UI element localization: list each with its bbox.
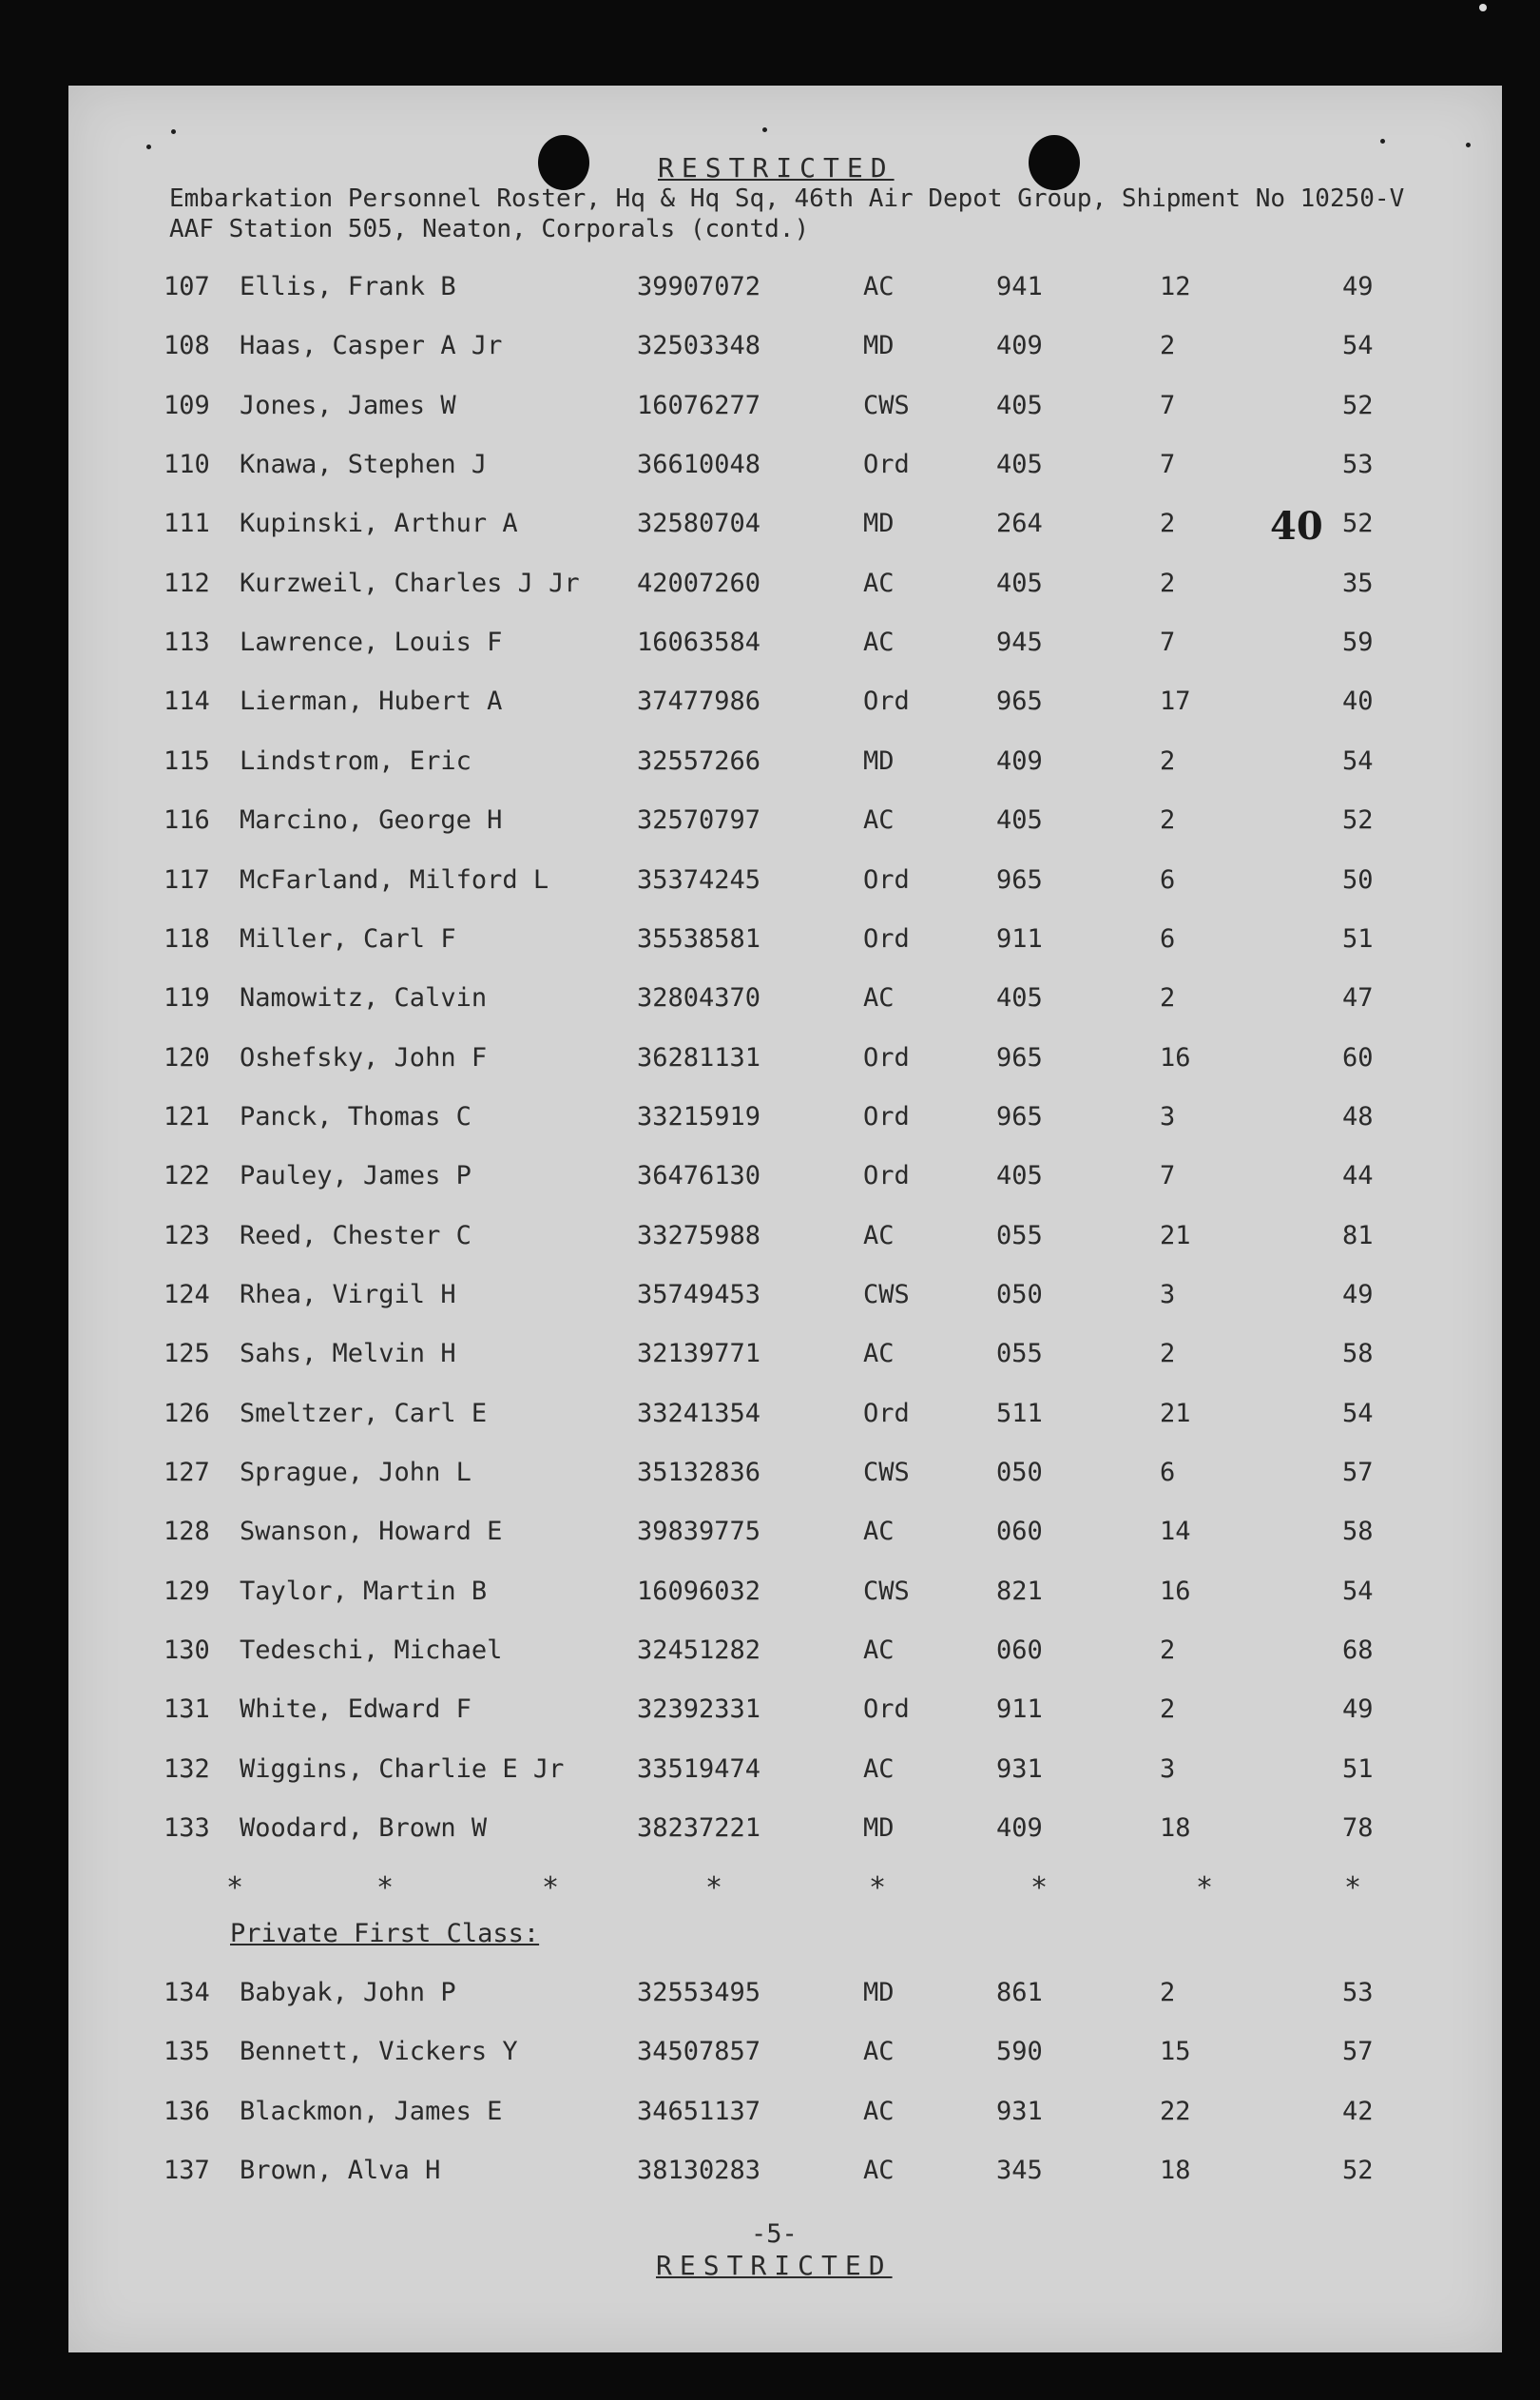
age-value: 53	[1342, 450, 1374, 480]
person-name: Reed, Chester C	[240, 1220, 472, 1250]
months-value: 14	[1160, 1517, 1191, 1547]
months-value: 2	[1160, 1635, 1176, 1666]
serial-number: 32451282	[637, 1635, 761, 1666]
age-value: 81	[1342, 1220, 1374, 1250]
row-number: 133	[164, 1813, 210, 1844]
mos-code: 821	[996, 1576, 1043, 1606]
handwritten-mark: 40	[1270, 504, 1323, 549]
serial-number: 35374245	[637, 864, 761, 895]
age-value: 42	[1342, 2096, 1374, 2126]
months-value: 2	[1160, 745, 1176, 776]
serial-number: 35749453	[637, 1279, 761, 1309]
arm-of-service: MD	[863, 331, 895, 361]
mos-code: 965	[996, 1042, 1043, 1073]
edge-speck	[1479, 4, 1487, 11]
arm-of-service: AC	[863, 1635, 895, 1666]
months-value: 3	[1160, 1101, 1176, 1132]
arm-of-service: MD	[863, 745, 895, 776]
serial-number: 32557266	[637, 745, 761, 776]
mos-code: 931	[996, 2096, 1043, 2126]
arm-of-service: AC	[863, 2096, 895, 2126]
months-value: 12	[1160, 272, 1191, 301]
roster-row	[68, 450, 1502, 488]
row-number: 132	[164, 1753, 210, 1784]
mos-code: 060	[996, 1517, 1043, 1547]
roster-row	[68, 1694, 1502, 1732]
months-value: 2	[1160, 1339, 1176, 1369]
age-value: 57	[1342, 2037, 1374, 2067]
age-value: 59	[1342, 628, 1374, 658]
serial-number: 16096032	[637, 1576, 761, 1606]
arm-of-service: Ord	[863, 1042, 910, 1073]
mos-code: 945	[996, 628, 1043, 658]
arm-of-service: Ord	[863, 1101, 910, 1132]
arm-of-service: Ord	[863, 450, 910, 480]
age-value: 49	[1342, 1694, 1374, 1725]
person-name: Kupinski, Arthur A	[240, 509, 518, 539]
age-value: 54	[1342, 1398, 1374, 1428]
punch-hole-right	[1029, 135, 1080, 190]
person-name: Namowitz, Calvin	[240, 983, 488, 1014]
months-value: 16	[1160, 1576, 1191, 1606]
mos-code: 055	[996, 1339, 1043, 1369]
speck	[762, 127, 767, 132]
person-name: Knawa, Stephen J	[240, 450, 488, 480]
person-name: Bennett, Vickers Y	[240, 2037, 518, 2067]
person-name: Oshefsky, John F	[240, 1042, 488, 1073]
arm-of-service: MD	[863, 1813, 895, 1844]
person-name: Rhea, Virgil H	[240, 1279, 456, 1309]
roster-row	[68, 272, 1502, 310]
arm-of-service: AC	[863, 2037, 895, 2067]
arm-of-service: AC	[863, 1220, 895, 1250]
person-name: Wiggins, Charlie E Jr	[240, 1753, 565, 1784]
arm-of-service: CWS	[863, 1576, 910, 1606]
roster-row	[68, 569, 1502, 607]
roster-row	[68, 924, 1502, 962]
person-name: Lawrence, Louis F	[240, 628, 503, 658]
months-value: 2	[1160, 983, 1176, 1014]
arm-of-service: MD	[863, 1978, 895, 2007]
months-value: 2	[1160, 331, 1176, 361]
roster-row	[68, 1102, 1502, 1140]
arm-of-service: Ord	[863, 1161, 910, 1191]
serial-number: 34651137	[637, 2096, 761, 2126]
speck	[171, 129, 176, 134]
person-name: Ellis, Frank B	[240, 272, 456, 301]
row-number: 116	[164, 805, 210, 836]
mos-code: 055	[996, 1220, 1043, 1250]
row-number: 137	[164, 2156, 210, 2186]
roster-row	[68, 1161, 1502, 1199]
arm-of-service: AC	[863, 1517, 895, 1547]
serial-number: 38237221	[637, 1813, 761, 1844]
roster-row	[68, 746, 1502, 784]
asterisk: *	[1196, 1871, 1214, 1905]
arm-of-service: AC	[863, 983, 895, 1014]
serial-number: 39839775	[637, 1517, 761, 1547]
restricted-footer: RESTRICTED	[656, 2250, 893, 2281]
age-value: 49	[1342, 1279, 1374, 1309]
mos-code: 861	[996, 1978, 1043, 2007]
serial-number: 36476130	[637, 1161, 761, 1191]
months-value: 3	[1160, 1753, 1176, 1784]
row-number: 129	[164, 1576, 210, 1606]
row-number: 111	[164, 509, 210, 539]
row-number: 121	[164, 1101, 210, 1132]
months-value: 2	[1160, 1978, 1176, 2007]
roster-row	[68, 2156, 1502, 2194]
mos-code: 965	[996, 864, 1043, 895]
arm-of-service: MD	[863, 509, 895, 539]
mos-code: 405	[996, 390, 1043, 420]
person-name: Swanson, Howard E	[240, 1517, 503, 1547]
person-name: Smeltzer, Carl E	[240, 1398, 488, 1428]
roster-title-line2: AAF Station 505, Neaton, Corporals (contd.)	[169, 215, 810, 243]
mos-code: 405	[996, 983, 1043, 1014]
row-number: 113	[164, 628, 210, 658]
arm-of-service: Ord	[863, 1694, 910, 1725]
row-number: 107	[164, 272, 210, 301]
mos-code: 405	[996, 568, 1043, 598]
row-number: 124	[164, 1279, 210, 1309]
months-value: 22	[1160, 2096, 1191, 2126]
person-name: Woodard, Brown W	[240, 1813, 488, 1844]
arm-of-service: Ord	[863, 923, 910, 954]
row-number: 114	[164, 687, 210, 717]
row-number: 131	[164, 1694, 210, 1725]
row-number: 109	[164, 390, 210, 420]
roster-row	[68, 1577, 1502, 1615]
row-number: 130	[164, 1635, 210, 1666]
mos-code: 050	[996, 1458, 1043, 1487]
serial-number: 32503348	[637, 331, 761, 361]
roster-row	[68, 1813, 1502, 1851]
months-value: 18	[1160, 2156, 1191, 2186]
person-name: Sahs, Melvin H	[240, 1339, 456, 1369]
mos-code: 409	[996, 331, 1043, 361]
serial-number: 33241354	[637, 1398, 761, 1428]
roster-row	[68, 2037, 1502, 2075]
months-value: 2	[1160, 805, 1176, 836]
roster-row	[68, 509, 1502, 547]
age-value: 68	[1342, 1635, 1374, 1666]
serial-number: 35132836	[637, 1458, 761, 1487]
asterisk: *	[542, 1871, 560, 1905]
row-number: 120	[164, 1042, 210, 1073]
age-value: 48	[1342, 1101, 1374, 1132]
roster-row	[68, 1635, 1502, 1674]
serial-number: 35538581	[637, 923, 761, 954]
serial-number: 39907072	[637, 272, 761, 301]
row-number: 127	[164, 1458, 210, 1487]
row-number: 135	[164, 2037, 210, 2067]
roster-row	[68, 1043, 1502, 1081]
row-number: 115	[164, 745, 210, 776]
age-value: 40	[1342, 687, 1374, 717]
serial-number: 32392331	[637, 1694, 761, 1725]
age-value: 60	[1342, 1042, 1374, 1073]
serial-number: 36610048	[637, 450, 761, 480]
mos-code: 405	[996, 1161, 1043, 1191]
months-value: 6	[1160, 864, 1176, 895]
age-value: 58	[1342, 1517, 1374, 1547]
mos-code: 409	[996, 1813, 1043, 1844]
speck	[1466, 143, 1471, 147]
serial-number: 34507857	[637, 2037, 761, 2067]
age-value: 50	[1342, 864, 1374, 895]
arm-of-service: AC	[863, 272, 895, 301]
person-name: Sprague, John L	[240, 1458, 472, 1487]
punch-hole-left	[538, 135, 589, 190]
serial-number: 37477986	[637, 687, 761, 717]
months-value: 17	[1160, 687, 1191, 717]
age-value: 53	[1342, 1978, 1374, 2007]
months-value: 15	[1160, 2037, 1191, 2067]
serial-number: 33275988	[637, 1220, 761, 1250]
age-value: 52	[1342, 390, 1374, 420]
speck	[1380, 139, 1385, 144]
roster-row	[68, 1221, 1502, 1259]
months-value: 21	[1160, 1220, 1191, 1250]
roster-row	[68, 1458, 1502, 1496]
person-name: Panck, Thomas C	[240, 1101, 472, 1132]
person-name: Marcino, George H	[240, 805, 503, 836]
age-value: 78	[1342, 1813, 1374, 1844]
row-number: 123	[164, 1220, 210, 1250]
age-value: 35	[1342, 568, 1374, 598]
row-number: 126	[164, 1398, 210, 1428]
mos-code: 050	[996, 1279, 1043, 1309]
age-value: 51	[1342, 1753, 1374, 1784]
mos-code: 911	[996, 1694, 1043, 1725]
age-value: 57	[1342, 1458, 1374, 1487]
row-number: 128	[164, 1517, 210, 1547]
person-name: Lierman, Hubert A	[240, 687, 503, 717]
arm-of-service: CWS	[863, 390, 910, 420]
roster-row	[68, 687, 1502, 725]
document-page	[68, 86, 1502, 2352]
roster-row	[68, 628, 1502, 666]
row-number: 110	[164, 450, 210, 480]
months-value: 7	[1160, 390, 1176, 420]
roster-row	[68, 865, 1502, 903]
mos-code: 511	[996, 1398, 1043, 1428]
person-name: Pauley, James P	[240, 1161, 472, 1191]
serial-number: 32580704	[637, 509, 761, 539]
roster-row	[68, 1517, 1502, 1555]
arm-of-service: CWS	[863, 1279, 910, 1309]
asterisk: *	[869, 1871, 887, 1905]
age-value: 54	[1342, 331, 1374, 361]
age-value: 44	[1342, 1161, 1374, 1191]
serial-number: 33519474	[637, 1753, 761, 1784]
serial-number: 33215919	[637, 1101, 761, 1132]
person-name: Blackmon, James E	[240, 2096, 503, 2126]
serial-number: 42007260	[637, 568, 761, 598]
months-value: 2	[1160, 509, 1176, 539]
arm-of-service: CWS	[863, 1458, 910, 1487]
separator-row	[68, 1871, 1502, 1909]
serial-number: 32570797	[637, 805, 761, 836]
asterisk: *	[376, 1871, 395, 1905]
asterisk: *	[1030, 1871, 1049, 1905]
arm-of-service: AC	[863, 1339, 895, 1369]
months-value: 6	[1160, 1458, 1176, 1487]
serial-number: 36281131	[637, 1042, 761, 1073]
person-name: White, Edward F	[240, 1694, 472, 1725]
roster-row	[68, 391, 1502, 429]
serial-number: 38130283	[637, 2156, 761, 2186]
roster-row	[68, 1399, 1502, 1437]
mos-code: 409	[996, 745, 1043, 776]
roster-row	[68, 805, 1502, 843]
person-name: Taylor, Martin B	[240, 1576, 488, 1606]
roster-title-line1: Embarkation Personnel Roster, Hq & Hq Sq, 46th Air Depot Group, Shipment No 10250-V	[169, 184, 1405, 213]
months-value: 2	[1160, 568, 1176, 598]
mos-code: 345	[996, 2156, 1043, 2186]
row-number: 134	[164, 1978, 210, 2007]
person-name: Babyak, John P	[240, 1978, 456, 2007]
serial-number: 32804370	[637, 983, 761, 1014]
serial-number: 32553495	[637, 1978, 761, 2007]
person-name: McFarland, Milford L	[240, 864, 549, 895]
months-value: 3	[1160, 1279, 1176, 1309]
roster-row	[68, 331, 1502, 369]
months-value: 16	[1160, 1042, 1191, 1073]
mos-code: 264	[996, 509, 1043, 539]
age-value: 49	[1342, 272, 1374, 301]
mos-code: 405	[996, 450, 1043, 480]
mos-code: 911	[996, 923, 1043, 954]
age-value: 54	[1342, 745, 1374, 776]
person-name: Jones, James W	[240, 390, 456, 420]
row-number: 125	[164, 1339, 210, 1369]
months-value: 6	[1160, 923, 1176, 954]
mos-code: 941	[996, 272, 1043, 301]
arm-of-service: AC	[863, 805, 895, 836]
age-value: 52	[1342, 2156, 1374, 2186]
roster-row	[68, 1754, 1502, 1792]
row-number: 122	[164, 1161, 210, 1191]
asterisk: *	[1344, 1871, 1362, 1905]
row-number: 112	[164, 568, 210, 598]
arm-of-service: Ord	[863, 687, 910, 717]
person-name: Lindstrom, Eric	[240, 745, 472, 776]
row-number: 118	[164, 923, 210, 954]
arm-of-service: AC	[863, 2156, 895, 2186]
person-name: Haas, Casper A Jr	[240, 331, 503, 361]
person-name: Tedeschi, Michael	[240, 1635, 503, 1666]
person-name: Kurzweil, Charles J Jr	[240, 568, 580, 598]
person-name: Brown, Alva H	[240, 2156, 441, 2186]
roster-row	[68, 1339, 1502, 1377]
months-value: 7	[1160, 1161, 1176, 1191]
arm-of-service: Ord	[863, 1398, 910, 1428]
speck	[146, 145, 151, 149]
row-number: 119	[164, 983, 210, 1014]
arm-of-service: AC	[863, 1753, 895, 1784]
page-number: -5-	[751, 2219, 798, 2249]
mos-code: 965	[996, 1101, 1043, 1132]
age-value: 52	[1342, 805, 1374, 836]
roster-row	[68, 2097, 1502, 2135]
months-value: 18	[1160, 1813, 1191, 1844]
row-number: 117	[164, 864, 210, 895]
mos-code: 405	[996, 805, 1043, 836]
mos-code: 060	[996, 1635, 1043, 1666]
restricted-header: RESTRICTED	[658, 152, 895, 184]
age-value: 52	[1342, 509, 1374, 539]
mos-code: 965	[996, 687, 1043, 717]
asterisk: *	[705, 1871, 723, 1905]
months-value: 7	[1160, 450, 1176, 480]
mos-code: 931	[996, 1753, 1043, 1784]
serial-number: 16076277	[637, 390, 761, 420]
serial-number: 32139771	[637, 1339, 761, 1369]
age-value: 58	[1342, 1339, 1374, 1369]
roster-row	[68, 1978, 1502, 2016]
roster-row	[68, 1280, 1502, 1318]
person-name: Miller, Carl F	[240, 923, 456, 954]
age-value: 51	[1342, 923, 1374, 954]
serial-number: 16063584	[637, 628, 761, 658]
row-number: 108	[164, 331, 210, 361]
section-heading: Private First Class:	[230, 1919, 540, 1948]
row-number: 136	[164, 2096, 210, 2126]
mos-code: 590	[996, 2037, 1043, 2067]
asterisk: *	[226, 1871, 244, 1905]
months-value: 21	[1160, 1398, 1191, 1428]
arm-of-service: AC	[863, 628, 895, 658]
age-value: 54	[1342, 1576, 1374, 1606]
age-value: 47	[1342, 983, 1374, 1014]
months-value: 2	[1160, 1694, 1176, 1725]
months-value: 7	[1160, 628, 1176, 658]
roster-row	[68, 983, 1502, 1021]
arm-of-service: AC	[863, 568, 895, 598]
arm-of-service: Ord	[863, 864, 910, 895]
